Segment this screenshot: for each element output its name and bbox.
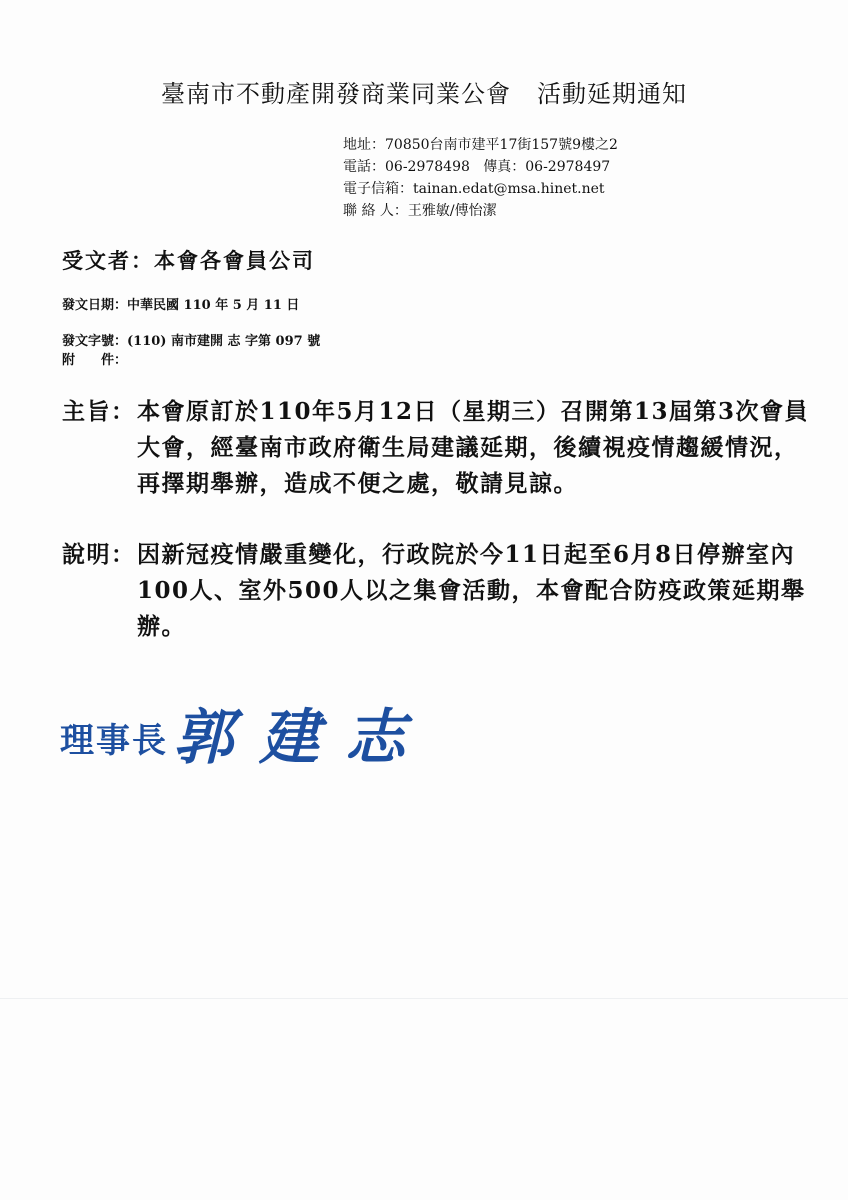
contact-address: 地址：70850台南市建平17街157號9樓之2	[343, 137, 618, 153]
chairman-signature	[60, 690, 431, 776]
attachment-line: 附 件：	[62, 353, 128, 368]
scan-fold-line	[0, 998, 848, 999]
contact-person: 聯 絡 人：王雅敏/傅怡潔	[343, 203, 497, 219]
contact-fax: 傳真：06-2978497	[483, 159, 611, 175]
subject-label: 主旨：	[62, 398, 136, 425]
recipient-line: 受文者：本會各會員公司	[62, 248, 315, 273]
subject-section	[62, 394, 822, 502]
document-number: 發文字號：(110) 南市建開 志 字第 097 號	[62, 334, 321, 349]
org-name: 臺南市不動產開發商業同業公會	[161, 80, 511, 108]
signature-name: 郭建志	[173, 703, 432, 773]
explanation-label: 說明：	[62, 541, 136, 568]
issue-date: 發文日期：中華民國 110 年 5 月 11 日	[62, 298, 300, 313]
explanation-text: 因新冠疫情嚴重變化，行政院於今11日起至6月8日停辦室內100人、室外500人以之集會活動，本會配合防疫政策延期舉辦。	[137, 541, 806, 640]
contact-block	[343, 134, 618, 222]
signature-role: 理事長	[60, 721, 168, 761]
contact-email: 電子信箱：tainan.edat@msa.hinet.net	[343, 181, 605, 197]
notice-title: 活動延期通知	[537, 80, 687, 108]
explanation-section	[62, 537, 822, 645]
document-title	[0, 74, 848, 109]
subject-text: 本會原訂於110年5月12日（星期三）召開第13屆第3次會員大會，經臺南市政府衛生局建議延期，後續視疫情趨緩情況，再擇期舉辦，造成不便之處，敬請見諒。	[137, 398, 810, 497]
contact-phone-fax	[343, 156, 618, 178]
contact-phone: 電話：06-2978498	[343, 159, 470, 175]
